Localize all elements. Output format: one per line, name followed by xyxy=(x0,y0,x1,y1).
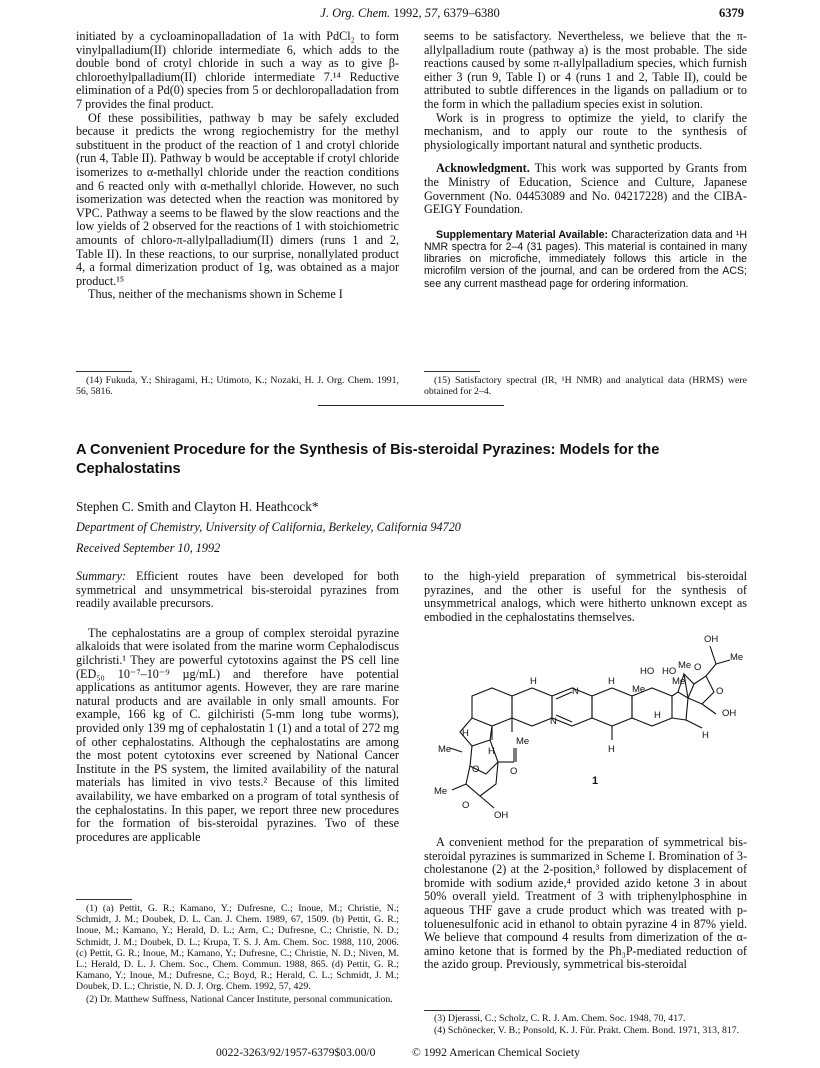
paragraph: Thus, neither of the mechanisms shown in Scheme I xyxy=(88,287,343,302)
label-h-1: H xyxy=(608,676,615,687)
paragraph: to the high-yield preparation of symmetrical bis-steroidal pyrazines, and the other is useful for the synthesis of unsymmetrical analogs, which were hitherto unknown except as embodied in the cephalostatins themselves. xyxy=(424,569,747,624)
article-separator xyxy=(318,405,504,406)
label-h-3: H xyxy=(608,744,615,755)
upper-right-column xyxy=(424,30,747,290)
summary-text: Efficient routes have been developed for both symmetrical and unsymmetrical bis-steroidal pyrazines from readily available precursors. xyxy=(76,569,400,611)
structure-drawing xyxy=(432,632,750,832)
label-o-2: O xyxy=(472,764,480,775)
label-h-4: H xyxy=(530,676,537,687)
label-n-1: N xyxy=(572,686,579,697)
label-me-4: Me xyxy=(516,736,530,747)
footnote-14: (14) Fukuda, Y.; Shiragami, H.; Utimoto, K.; Nozaki, H. J. Org. Chem. 1991, 56, 5816. xyxy=(76,375,399,398)
label-oh-bottom: OH xyxy=(494,810,509,821)
footnotes-upper-left xyxy=(76,375,399,398)
footnotes-upper-right xyxy=(424,375,747,398)
label-h-right: H xyxy=(702,730,709,741)
journal-name: J. Org. Chem. xyxy=(320,6,391,20)
label-n-2: N xyxy=(550,716,557,727)
footnote-divider xyxy=(76,899,132,900)
label-o-4: O xyxy=(462,800,470,811)
label-h-2: H xyxy=(654,710,661,721)
article-authors: Stephen C. Smith and Clayton H. Heathcock* xyxy=(76,499,319,514)
article-code: 0022-3263/92/1957-6379$03.00/0 xyxy=(216,1046,376,1059)
supplementary-body: Characterization data and ¹H NMR spectra for 2–4 (31 pages). This material is contained in many libraries on microfiche, immediately follows this article in the microfilm version of the journal, and can be ordered from the ACS; see any current masthead page for ordering information. xyxy=(424,228,747,290)
journal-citation xyxy=(0,6,820,21)
journal-pages: 6379–6380 xyxy=(443,6,500,20)
paragraph: The cephalostatins are a group of complex steroidal pyrazine alkaloids that were isolated from the marine worm Cephalodiscus gilchristi.¹ They are powerful cytotoxins against the PS cell line (ED₅₀ 10⁻⁷–10⁻⁹ µg/mL) and therefore have potential applications as antitumor agents. However, they are rare marine natural products and are available in only small amounts. For example, 166 kg of C. gilchiristi (5-mm long tube worms), provided only 139 mg of cephalostatin 1 (1) and a total of 272 mg of other cephalostatins. Although the cephalostatins are among the most potent cytotoxins ever screened by National Cancer Institute in the PS system, the limited availability of the natural materials has limited in vivo tests.² Because of this limited availability, we have embarked on a program of total synthesis of the cephalostatins. In this paper, we report three new procedures for the formation of bis-steroidal pyrazines. Two of these procedures are applicable xyxy=(76,625,399,844)
upper-left-column xyxy=(76,30,399,302)
label-h-5: H xyxy=(488,746,495,757)
footnote-divider xyxy=(76,371,132,372)
page-number: 6379 xyxy=(719,6,744,20)
article-title: A Convenient Procedure for the Synthesis of Bis-steroidal Pyrazines: Models for the Cephalostatins xyxy=(76,442,660,477)
footnote-1: (1) (a) Pettit, G. R.; Kamano, Y.; Dufresne, C.; Inoue, M.; Christie, N.; Schmidt, J. M.; Doubek, D. L. Can. J. Chem. 1989, 67, 1509. (b) Pettit, G. R.; Inoue, M.; Kamano, Y.; Herald, D. L.; Arm, C.; Dufresne, C.; Christie, N. D.; Schmidt, J. M.; Doubek, D. L.; Krupa, T. S. J. Am. Chem. Soc. 1988, 110, 2006. (c) Pettit, G. R.; Inoue, M.; Kamano, Y.; Dufresne, C.; Christie, N. D.; Niven, M. L.; Herald, D. L. J. Chem. Soc., Chem. Commun. 1988, 865. (d) Pettit, G. R.; Kamano, Y.; Inoue, M.; Dufresne, C.; Boyd, R.; Herald, C. L.; Schmidt, J. M.; Doubek, D. L.; Christie, N. D. J. Org. Chem. 1992, 57, 429. xyxy=(76,903,399,993)
article-received-date: Received September 10, 1992 xyxy=(76,541,221,555)
cephalostatin-structure xyxy=(432,632,750,832)
label-me-o: Me xyxy=(678,660,692,671)
label-me-5: Me xyxy=(438,744,452,755)
label-ho-2: HO xyxy=(662,666,677,677)
label-h-6: H xyxy=(462,728,469,739)
footnote-3: (3) Djerassi, C.; Scholz, C. R. J. Am. Chem. Soc. 1948, 70, 417. xyxy=(434,1013,686,1024)
footnote-2: (2) Dr. Matthew Suffness, National Cancer Institute, personal communication. xyxy=(86,993,393,1005)
lower-right-column xyxy=(424,570,747,624)
acknowledgment-body: This work was supported by Grants from the Ministry of Education, Science and Culture, Japanese Government (No. 04453089 and No. 04217228) and the CIBA-GEIGY Foundation. xyxy=(424,161,747,217)
footnote-divider xyxy=(424,1010,480,1011)
label-o-ring: O xyxy=(694,662,702,673)
label-ho-1: HO xyxy=(640,666,655,677)
article-affiliation: Department of Chemistry, University of California, Berkeley, California 94720 xyxy=(76,520,461,534)
footnotes-lower-left xyxy=(76,903,399,1006)
label-o-3: O xyxy=(510,766,518,777)
label-oh-top: OH xyxy=(704,634,719,645)
paragraph: initiated by a cycloaminopalladation of 1a with PdCl₂ to form vinylpalladium(II) chloride intermediate 6, which adds to the double bond of crotyl chloride in such a way as to give β-chloroethylpalladium(II) chloride intermediate 7.¹⁴ Reductive elimination of a Pd(0) species from 5 or dechloropalladation from 7 provides the final product. xyxy=(76,29,399,111)
footnote-divider xyxy=(424,371,480,372)
summary xyxy=(76,570,399,611)
label-me-6: Me xyxy=(434,786,448,797)
acknowledgment-heading: Acknowledgment. xyxy=(436,161,530,176)
paragraph: Of these possibilities, pathway b may be safely excluded because it predicts the wrong regiochemistry for the methyl substituent in the product of the reaction of 1 and crotyl chloride (run 4, Table II). Pathway b would be acceptable if crotyl chloride isomerizes to α-methallyl chloride under the reaction conditions and 6 reacted only with α-methallyl chloride. However, no such isomerization was detected when the reaction was monitored by VPC. Pathway a seems to be flawed by the slow reactions and the low yields of 2 observed for the reactions of 1 with stoichiometric amounts of chloro-π-allylpalladium(II) dimers (runs 1 and 2, Table II). In these reactions, to our surprise, nonallylated product 4, a formal dimerization product of 1g, was obtained as a major product.¹⁵ xyxy=(76,110,399,288)
label-me-3: Me xyxy=(632,684,646,695)
lower-left-column xyxy=(76,570,399,844)
paragraph: seems to be satisfactory. Nevertheless, we believe that the π-allylpalladium route (pathway a) is the most probable. The side reactions caused by some π-allylpalladium species, which furnish either 3 (run 9, Table I) or 4 (runs 1 and 2, Table II), could be attributed to subtle differences in the ligands on palladium or to the form in which the palladium species exist in solution. xyxy=(424,29,747,111)
summary-label: Summary: xyxy=(76,569,127,583)
copyright-notice: © 1992 American Chemical Society xyxy=(412,1046,580,1059)
supplementary-material xyxy=(424,229,747,290)
footnote-15: (15) Satisfactory spectral (IR, ¹H NMR) and analytical data (HRMS) were obtained for 2–4. xyxy=(424,375,747,398)
paragraph: Work is in progress to optimize the yield, to clarify the mechanism, and to apply our route to the synthesis of physiologically important natural and synthetic products. xyxy=(424,110,747,152)
footnote-4: (4) Schönecker, V. B.; Ponsold, K. J. Für. Prakt. Chem. Bond. 1971, 313, 817. xyxy=(434,1025,740,1037)
label-oh-right: OH xyxy=(722,708,737,719)
label-o-right: O xyxy=(716,686,724,697)
label-me-2: Me xyxy=(672,676,686,687)
acknowledgment xyxy=(424,162,747,216)
label-me-top: Me xyxy=(730,652,744,663)
running-header xyxy=(0,6,820,24)
supplementary-heading: Supplementary Material Available: xyxy=(436,228,609,241)
journal-year: 1992, xyxy=(393,6,422,20)
compound-label: 1 xyxy=(592,775,599,787)
paragraph: A convenient method for the preparation of symmetrical bis-steroidal pyrazines is summarized in Scheme I. Bromination of 3-cholestanone (2) at the 2-position,³ followed by displacement of bromide with sodium azide,⁴ provided azido ketone 3 in about 50% overall yield. Treatment of 3 with triphenylphosphine in aqueous THF gave a crude product which was treated with p-toluenesulfonic acid in ethanol to obtain pyrazine 4 in 87% yield. We believe that compound 4 results from dimerization of the α-amino ketone that is formed by the Ph₃P-mediated reduction of the azido group. Previously, symmetrical bis-steroidal xyxy=(424,835,747,972)
footnotes-lower-right xyxy=(424,1013,747,1037)
journal-volume: 57, xyxy=(424,6,441,20)
lower-right-column-continued xyxy=(424,836,747,972)
